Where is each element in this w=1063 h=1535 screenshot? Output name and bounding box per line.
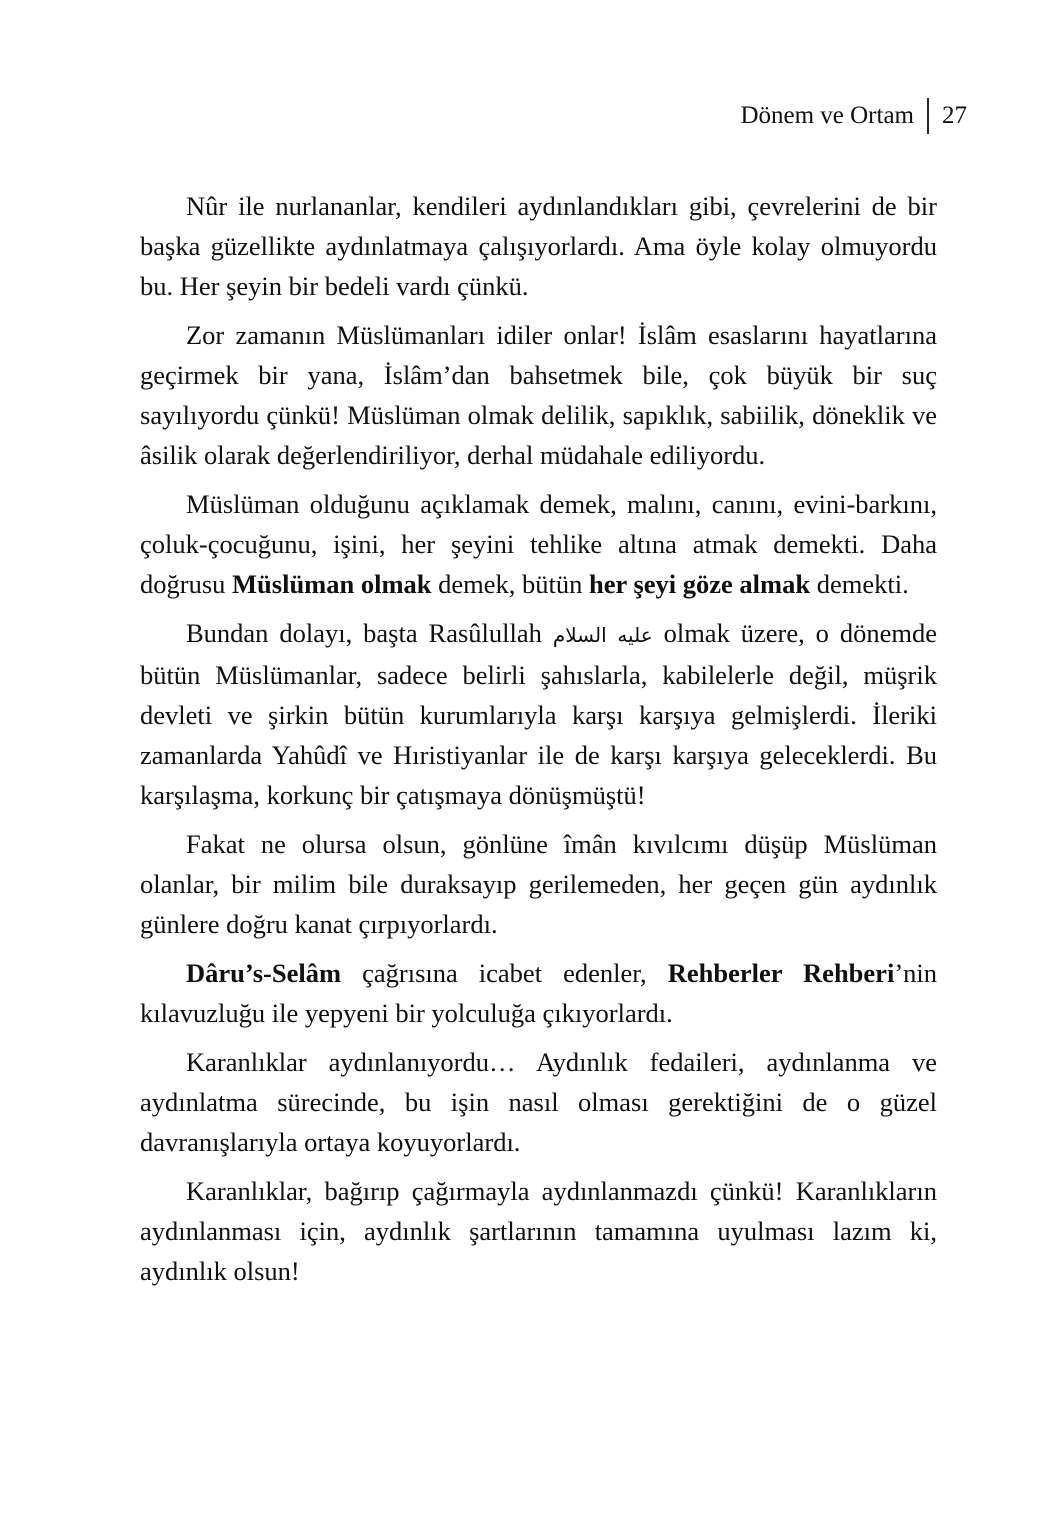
text-segment: Müslüman olduğunu açıklamak demek, malını, canını, evini-barkını, çoluk-çocuğunu, işini, her şeyini tehlike altına atmak demekti. Daha doğrusu bbox=[140, 489, 937, 599]
running-header-title: Dönem ve Ortam bbox=[740, 102, 914, 129]
text-segment: Fakat ne olursa olsun, gönlüne îmân kıvılcımı düşüp Müslüman olanlar, bir milim bile duraksayıp gerilemeden, her geçen gün aydınlık günlere doğru kanat çırpıyorlardı. bbox=[140, 829, 937, 939]
text-segment: ’nin kılavuzluğu ile yepyeni bir yolculuğa çıkıyorlardı. bbox=[140, 958, 937, 1028]
text-segment: Bundan dolayı, başta Rasûlullah bbox=[186, 618, 553, 648]
text-segment: Karanlıklar, bağırıp çağırmayla aydınlanmazdı çünkü! Karanlıkların aydınlanması için, aydınlık şartlarının tamamına uyulması lazım ki, aydınlık olsun! bbox=[140, 1176, 937, 1286]
body-paragraphs bbox=[140, 186, 937, 1300]
sallallahu-alayhi-wasallam-calligraphy-icon: عليه السلام bbox=[552, 623, 653, 647]
paragraph bbox=[140, 824, 937, 944]
paragraph bbox=[140, 613, 937, 815]
text-segment: Zor zamanın Müslümanları idiler onlar! İslâm esaslarını hayatlarına geçirmek bir yana, İslâm’dan bahsetmek bile, çok büyük bir suç sayılıyordu çünkü! Müslüman olmak delilik, sapıklık, sabiilik, döneklik ve âsilik olarak değerlendiriliyor, derhal müdahale ediliyordu. bbox=[140, 320, 937, 470]
text-segment: olmak üzere, o dönemde bütün Müslümanlar, sadece belirli şahıslarla, kabilelerle değil, müşrik devleti ve şirkin bütün kurumlarıyla karşı karşıya gelmişlerdi. İleriki zamanlarda Yahûdî ve Hıristiyanlar ile de karşı karşıya geleceklerdi. Bu karşılaşma, korkunç bir çatışmaya dönüşmüştü! bbox=[140, 618, 937, 810]
paragraph bbox=[140, 1171, 937, 1291]
paragraph bbox=[140, 1042, 937, 1162]
text-segment: demek, bütün bbox=[431, 569, 590, 599]
paragraph bbox=[140, 953, 937, 1033]
text-segment: Nûr ile nurlananlar, kendileri aydınlandıkları gibi, çevrelerini de bir başka güzellikte aydınlatmaya çalışıyorlardı. Ama öyle kolay olmuyordu bu. Her şeyin bir bedeli vardı çünkü. bbox=[140, 191, 937, 301]
text-segment: çağrısına icabet edenler, bbox=[341, 958, 668, 988]
text-segment: Rehberler Rehberi bbox=[667, 958, 895, 988]
header-divider bbox=[927, 98, 929, 134]
paragraph bbox=[140, 315, 937, 475]
paragraph bbox=[140, 484, 937, 604]
text-segment: her şeyi göze almak bbox=[589, 569, 811, 599]
text-segment: demekti. bbox=[810, 569, 909, 599]
text-segment: Dâru’s-Selâm bbox=[186, 958, 342, 988]
paragraph bbox=[140, 186, 937, 306]
page-header bbox=[740, 98, 967, 134]
text-segment: Müslüman olmak bbox=[232, 569, 432, 599]
page-number: 27 bbox=[942, 102, 967, 129]
text-segment: Karanlıklar aydınlanıyordu… Aydınlık fedaileri, aydınlanma ve aydınlatma sürecinde, bu işin nasıl olması gerektiğini de o güzel davranışlarıyla ortaya koyuyorlardı. bbox=[140, 1047, 937, 1157]
